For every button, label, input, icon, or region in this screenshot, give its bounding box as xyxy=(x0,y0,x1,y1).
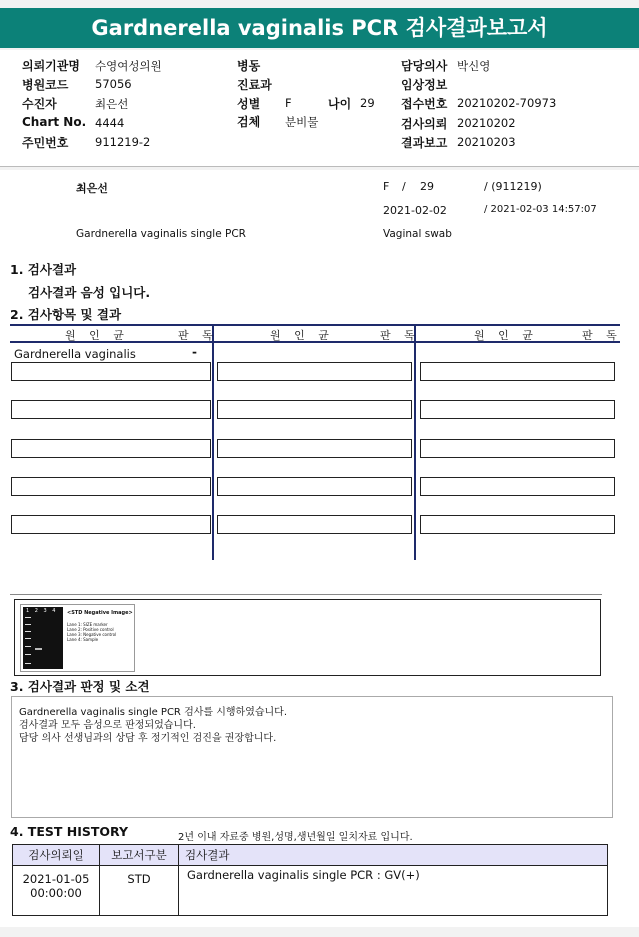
marker-band xyxy=(25,663,31,664)
empty-cell xyxy=(11,362,211,381)
section1-title: 1. 검사결과 xyxy=(10,262,77,277)
gel-thumbnail xyxy=(20,604,135,672)
history-header-date: 검사의뢰일 xyxy=(13,845,100,866)
sex-label: 성별 xyxy=(237,97,261,111)
age-value: 29 xyxy=(360,96,375,110)
opinion-line-3: 담당 의사 선생님과의 상담 후 정기적인 검진을 권장합니다. xyxy=(19,733,277,744)
gel-image-frame xyxy=(14,599,601,676)
sex-value: F xyxy=(285,96,292,110)
opinion-line-2: 검사결과 모두 음성으로 판정되었습니다. xyxy=(19,720,196,731)
gel-legend-3: Lane 3: Negative control xyxy=(67,632,117,637)
chart-value: 4444 xyxy=(95,116,125,130)
empty-cell xyxy=(420,477,615,496)
empty-cell xyxy=(420,439,615,458)
marker-band xyxy=(25,654,31,655)
col-pathogen-1: 원 인 균 xyxy=(65,329,129,342)
row1-pathogen: Gardnerella vaginalis xyxy=(14,347,136,361)
empty-cell xyxy=(11,515,211,534)
history-time: 00:00:00 xyxy=(30,886,82,900)
summary-slash: / xyxy=(402,180,406,193)
code-label: 병원코드 xyxy=(22,78,69,92)
summary-report-datetime: / 2021-02-03 14:57:07 xyxy=(484,204,597,215)
section3-title: 3. 검사결과 판정 및 소견 xyxy=(10,679,150,694)
empty-cell xyxy=(217,477,412,496)
opinion-line-1: Gardnerella vaginalis single PCR 검사를 시행하였습니다. xyxy=(19,707,288,718)
section2-title: 2. 검사항목 및 결과 xyxy=(10,307,122,322)
empty-cell xyxy=(217,515,412,534)
patient-info-header xyxy=(0,50,639,167)
table-divider-1 xyxy=(212,324,214,560)
chart-label: Chart No. xyxy=(22,115,87,129)
history-table xyxy=(12,844,608,916)
clinical-label: 임상정보 xyxy=(401,78,448,92)
empty-cell xyxy=(420,400,615,419)
history-type: STD xyxy=(100,866,179,916)
section4-title: 4. TEST HISTORY xyxy=(10,824,129,839)
gel-photo xyxy=(23,607,63,669)
dept-label: 진료과 xyxy=(237,78,272,92)
opinion-box xyxy=(11,696,613,818)
specimen-label: 검체 xyxy=(237,115,261,129)
summary-birth: / (911219) xyxy=(484,180,542,193)
receipt-label: 접수번호 xyxy=(401,97,448,111)
hospital-value: 수영여성의원 xyxy=(95,59,162,73)
summary-name: 최은선 xyxy=(76,182,108,195)
ward-label: 병동 xyxy=(237,59,261,73)
patient-value: 최은선 xyxy=(95,97,129,111)
col-pathogen-3: 원 인 균 xyxy=(474,329,538,342)
report-value: 20210203 xyxy=(457,135,516,149)
history-header-result: 검사결과 xyxy=(179,845,608,866)
report-body xyxy=(0,170,639,927)
history-date: 2021-01-05 xyxy=(22,872,90,886)
table-top-rule xyxy=(10,324,620,326)
history-date-cell xyxy=(13,866,100,916)
request-value: 20210202 xyxy=(457,116,516,130)
specimen-value: 분비물 xyxy=(285,115,319,129)
empty-cell xyxy=(420,515,615,534)
summary-specimen: Vaginal swab xyxy=(383,228,452,240)
row1-result: - xyxy=(192,345,197,359)
marker-band xyxy=(25,646,31,647)
section1-result: 검사결과 음성 입니다. xyxy=(28,285,151,300)
empty-cell xyxy=(217,362,412,381)
idno-label: 주민번호 xyxy=(22,136,69,150)
marker-band xyxy=(25,617,31,618)
marker-band xyxy=(25,624,31,625)
report-title: Gardnerella vaginalis PCR 검사결과보고서 xyxy=(0,8,639,48)
gel-legend-4: Lane 4: Sample xyxy=(67,637,99,642)
gel-legend-2: Lane 2: Positive control xyxy=(67,627,114,632)
history-result: Gardnerella vaginalis single PCR : GV(+) xyxy=(179,866,608,916)
gel-title: <STD Negative Image> xyxy=(67,610,133,616)
empty-cell xyxy=(420,362,615,381)
col-judge-1: 판 독 xyxy=(178,329,218,342)
marker-band xyxy=(25,631,31,632)
age-label: 나이 xyxy=(328,97,352,111)
gel-legend-1: Lane 1: SIZE marker xyxy=(67,622,108,627)
summary-age: 29 xyxy=(420,180,434,193)
summary-sex: F xyxy=(383,180,390,193)
summary-request-date: 2021-02-02 xyxy=(383,204,447,217)
hospital-label: 의뢰기관명 xyxy=(22,59,80,73)
history-header-type: 보고서구분 xyxy=(100,845,179,866)
col-judge-2: 판 독 xyxy=(380,329,420,342)
history-note: 2년 이내 자료중 병원,성명,생년월일 일치자료 입니다. xyxy=(178,832,413,843)
idno-value: 911219-2 xyxy=(95,135,151,149)
control-band xyxy=(35,648,42,650)
table-row xyxy=(13,866,608,916)
empty-cell xyxy=(11,477,211,496)
receipt-value: 20210202-70973 xyxy=(457,96,557,110)
request-label: 검사의뢰 xyxy=(401,117,448,131)
empty-cell xyxy=(11,400,211,419)
empty-cell xyxy=(11,439,211,458)
patient-label: 수진자 xyxy=(22,97,57,111)
doctor-label: 담당의사 xyxy=(401,59,448,73)
gel-lane-numbers: 1 2 3 4 xyxy=(26,608,58,614)
col-judge-3: 판 독 xyxy=(582,329,622,342)
table-divider-2 xyxy=(414,324,416,560)
summary-test-name: Gardnerella vaginalis single PCR xyxy=(76,228,246,240)
col-pathogen-2: 원 인 균 xyxy=(270,329,334,342)
code-value: 57056 xyxy=(95,77,132,91)
empty-cell xyxy=(217,400,412,419)
marker-band xyxy=(25,638,31,639)
doctor-value: 박신영 xyxy=(457,59,491,73)
report-label: 결과보고 xyxy=(401,136,448,150)
gel-top-rule xyxy=(10,594,602,595)
empty-cell xyxy=(217,439,412,458)
